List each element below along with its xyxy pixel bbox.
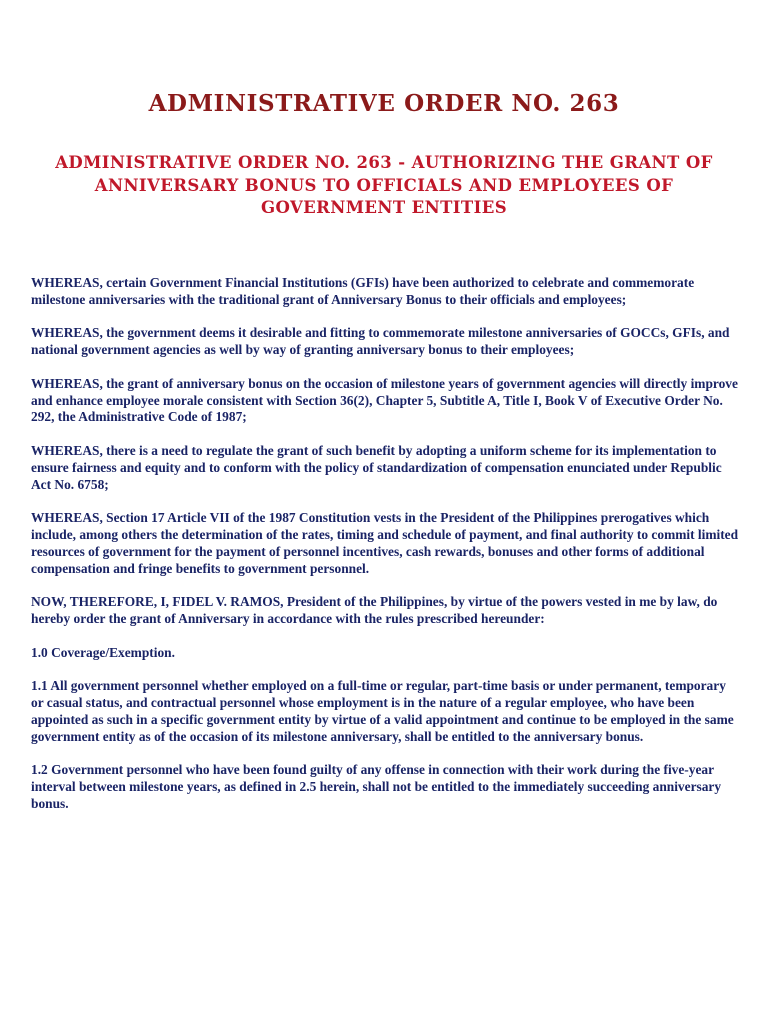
document-subtitle: ADMINISTRATIVE ORDER NO. 263 - AUTHORIZING THE GRANT OF ANNIVERSARY BONUS TO OFFICIALS AND EMPLOYEES OF GOVERNMENT ENTITIES	[55, 153, 713, 217]
paragraph-whereas-regulate: WHEREAS, there is a need to regulate the grant of such benefit by adopting a uniform scheme for its implementation to ensure fairness and equity and to conform with the policy of standardization of compensation enunciated under Republic Act No. 6758;	[31, 442, 722, 492]
paragraph-whereas-gocc: WHEREAS, the government deems it desirable and fitting to commemorate milestone anniversaries of GOCCs, GFIs, and national government agencies as well by way of granting anniversary bonus to their employees;	[31, 325, 730, 358]
paragraph-whereas-constitution: WHEREAS, Section 17 Article VII of the 1987 Constitution vests in the President of the Philippines prerogatives which include, among others the determination of the rates, timing and schedule of payment, and final authority to commit limited resources of government for the payment of personnel incentives, cash rewards, bonuses and other forms of additional compensation and fringe benefits to government personnel.	[31, 510, 739, 576]
document-body	[31, 275, 741, 829]
paragraph-section-1-1: 1.1 All government personnel whether employed on a full-time or regular, part-time basis or under permanent, temporary or casual status, and contractual personnel whose employment is in the nature of a regular employee, who have been appointed as such in a specific government entity by virtue of a valid appointment and continue to be employed in the same government entity as of the occasion of its milestone anniversary, shall be entitled to the anniversary bonus.	[31, 678, 734, 744]
paragraph-whereas-morale: WHEREAS, the grant of anniversary bonus on the occasion of milestone years of government agencies will directly improve and enhance employee morale consistent with Section 36(2), Chapter 5, Subtitle A, Title I, Book V of Executive Order No. 292, the Administrative Code of 1987;	[31, 375, 738, 425]
section-heading-coverage: 1.0 Coverage/Exemption.	[31, 644, 175, 660]
paragraph-now-therefore: NOW, THEREFORE, I, FIDEL V. RAMOS, President of the Philippines, by virtue of the powers vested in me by law, do hereby order the grant of Anniversary in accordance with the rules prescribed hereunder:	[31, 594, 718, 626]
paragraph-section-1-2: 1.2 Government personnel who have been found guilty of any offense in connection with their work during the five-year interval between milestone years, as defined in 2.5 herein, shall not be entitled to the immediately succeeding anniversary bonus.	[31, 762, 722, 811]
paragraph-whereas-gfi: WHEREAS, certain Government Financial Institutions (GFIs) have been authorized to celebrate and commemorate milestone anniversaries with the traditional grant of Anniversary Bonus to their officials and employees;	[31, 275, 695, 307]
document-title: ADMINISTRATIVE ORDER NO. 263	[148, 90, 620, 117]
